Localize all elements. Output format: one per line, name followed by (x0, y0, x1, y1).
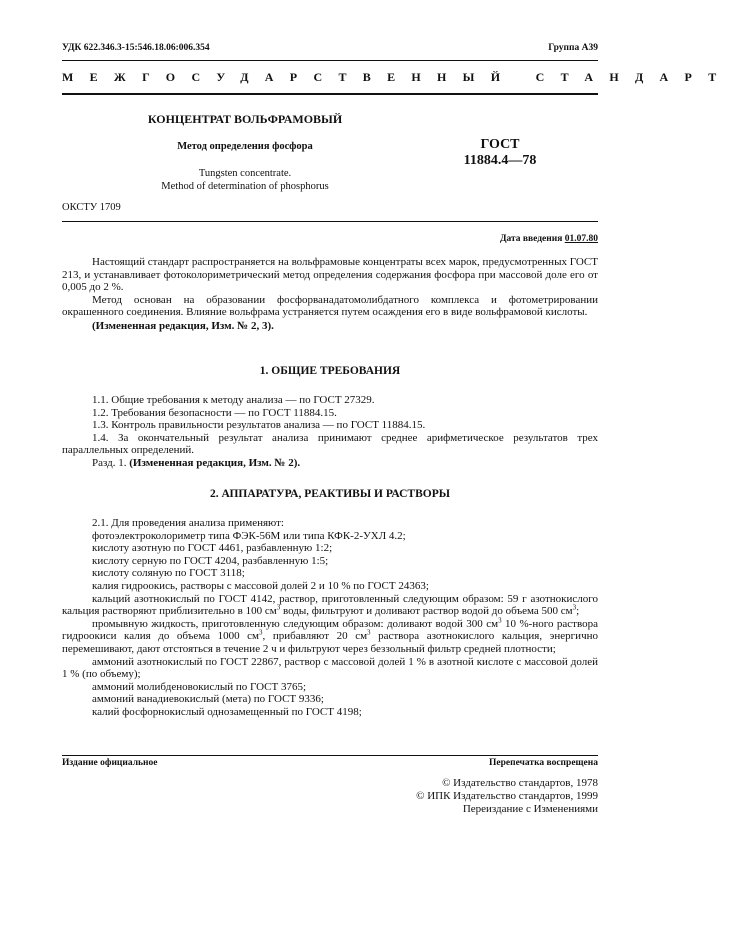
official-edition: Издание официальное (62, 758, 158, 768)
okstu-code: ОКСТУ 1709 (62, 202, 121, 213)
header-rule (62, 60, 598, 61)
section1-item: 1.1. Общие требования к методу анализа — по ГОСТ 27329. (92, 394, 375, 406)
reagent-item: фотоэлектроколориметр типа ФЭК-56М или типа КФК-2-УХЛ 4.2; (92, 529, 406, 542)
effective-date-label: Дата введения (499, 234, 563, 244)
reagent-item: кислоту азотную по ГОСТ 4461, разбавленную 1:2; (92, 542, 333, 555)
section1-item: 1.3. Контроль правильности результатов анализа — по ГОСТ 11884.15. (92, 419, 426, 432)
english-title-line1: Tungsten concentrate. (198, 168, 292, 179)
reagent-item: калия гидроокись, растворы с массовой долей 2 и 10 % по ГОСТ 24363; (92, 579, 429, 592)
section1-amendment: Разд. 1. (Измененная редакция, Изм. № 2). (92, 456, 301, 469)
reagent-item: аммоний азотнокислый по ГОСТ 22867, раствор с массовой долей 1 % в азотной кислоте с массовой долей 1 % (по объему); (62, 655, 598, 681)
section1-item: 1.2. Требования безопасности — по ГОСТ 11884.15. (92, 406, 337, 419)
copyright-line: © Издательство стандартов, 1978 (442, 777, 598, 789)
section1-item: 1.4. За окончательный результат анализа принимают среднее арифметическое результатов трех параллельных определений. (62, 431, 598, 457)
reagent-item: аммоний молибденовокислый по ГОСТ 3765; (92, 680, 307, 693)
section1-heading: 1. ОБЩИЕ ТРЕБОВАНИЯ (259, 365, 401, 377)
intro-amendment: (Измененная редакция, Изм. № 2, 3). (92, 319, 274, 332)
title-block (62, 112, 428, 193)
reagent-item: кислоту соляную по ГОСТ 3118; (92, 567, 245, 580)
reagent-item: кислоту серную по ГОСТ 4204, разбавленную 1:5; (92, 554, 329, 567)
gost-number-block (440, 137, 560, 169)
footer-rule (62, 755, 598, 756)
reprint-prohibited: Перепечатка воспрещена (488, 758, 598, 768)
copyright-line: © ИПК Издательство стандартов, 1999 (416, 790, 598, 802)
method-title: Метод определения фосфора (177, 141, 313, 152)
method-paragraph: Метод основан на образовании фосфорванадатомолибдатного комплекса и фотометрировании окрашенного соединения. Влияние вольфрама устраняется путем осаждения его в виде вольфрамовой кислоты. (62, 293, 598, 319)
section2-heading: 2. АППАРАТУРА, РЕАКТИВЫ И РАСТВОРЫ (209, 488, 451, 500)
series-title: МЕЖГОСУДАРСТВЕННЫЙ СТАНДАРТ (62, 70, 733, 84)
reagent-calcium-nitrate: кальций азотнокислый по ГОСТ 4142, раствор, приготовленный следующим образом: 59 г азотнокислого кальция растворяют приблизительно в 100 $см^3$ воды, фильтруют и доливают раствор водой до объема 500 $см^3$; (62, 592, 598, 618)
title-rule (62, 221, 598, 222)
intro-paragraph: Настоящий стандарт распространяется на вольфрамовые концентраты всех марок, предусмотренных ГОСТ 213, и устанавливает фотоколориметрический метод определения содержания фосфора при массовой доле его от 0,005 до 2 %. (62, 256, 598, 294)
reagent-item: калий фосфорнокислый однозамещенный по ГОСТ 4198; (92, 705, 362, 718)
intro-section (62, 256, 598, 333)
section2-intro: 2.1. Для проведения анализа применяют: (92, 517, 284, 529)
english-title-line2: Method of determination of phosphorus (161, 181, 329, 192)
copyright-block (416, 777, 598, 816)
gost-number: 11884.4—78 (463, 153, 537, 168)
reagent-wash-liquid: промывную жидкость, приготовленную следующим образом: доливают водой 300 $см^3$ 10 %-ного раствора гидроокиси калия до объема 1000 $см^3$, прибавляют 20 $см^3$ раствора азотнокислого кальция, энергично перемешивают, дают отстояться в течение 2 ч и фильтруют через беззольный фильтр средней плотности; (62, 616, 598, 655)
reissue-note: Переиздание с Изменениями (462, 803, 598, 815)
group-code: Группа А39 (548, 43, 598, 53)
effective-date (500, 234, 598, 244)
section2-body (62, 517, 598, 719)
standard-name: КОНЦЕНТРАТ ВОЛЬФРАМОВЫЙ (147, 112, 343, 126)
section1-body (62, 394, 598, 470)
effective-date-value: 01.07.80 (564, 234, 598, 244)
reagent-item: аммоний ванадиевокислый (мета) по ГОСТ 9336; (92, 693, 324, 706)
series-rule (62, 93, 598, 95)
udk-code: УДК 622.346.3-15:546.18.06:006.354 (62, 43, 210, 53)
gost-label: ГОСТ (480, 137, 520, 152)
english-title (62, 167, 428, 193)
